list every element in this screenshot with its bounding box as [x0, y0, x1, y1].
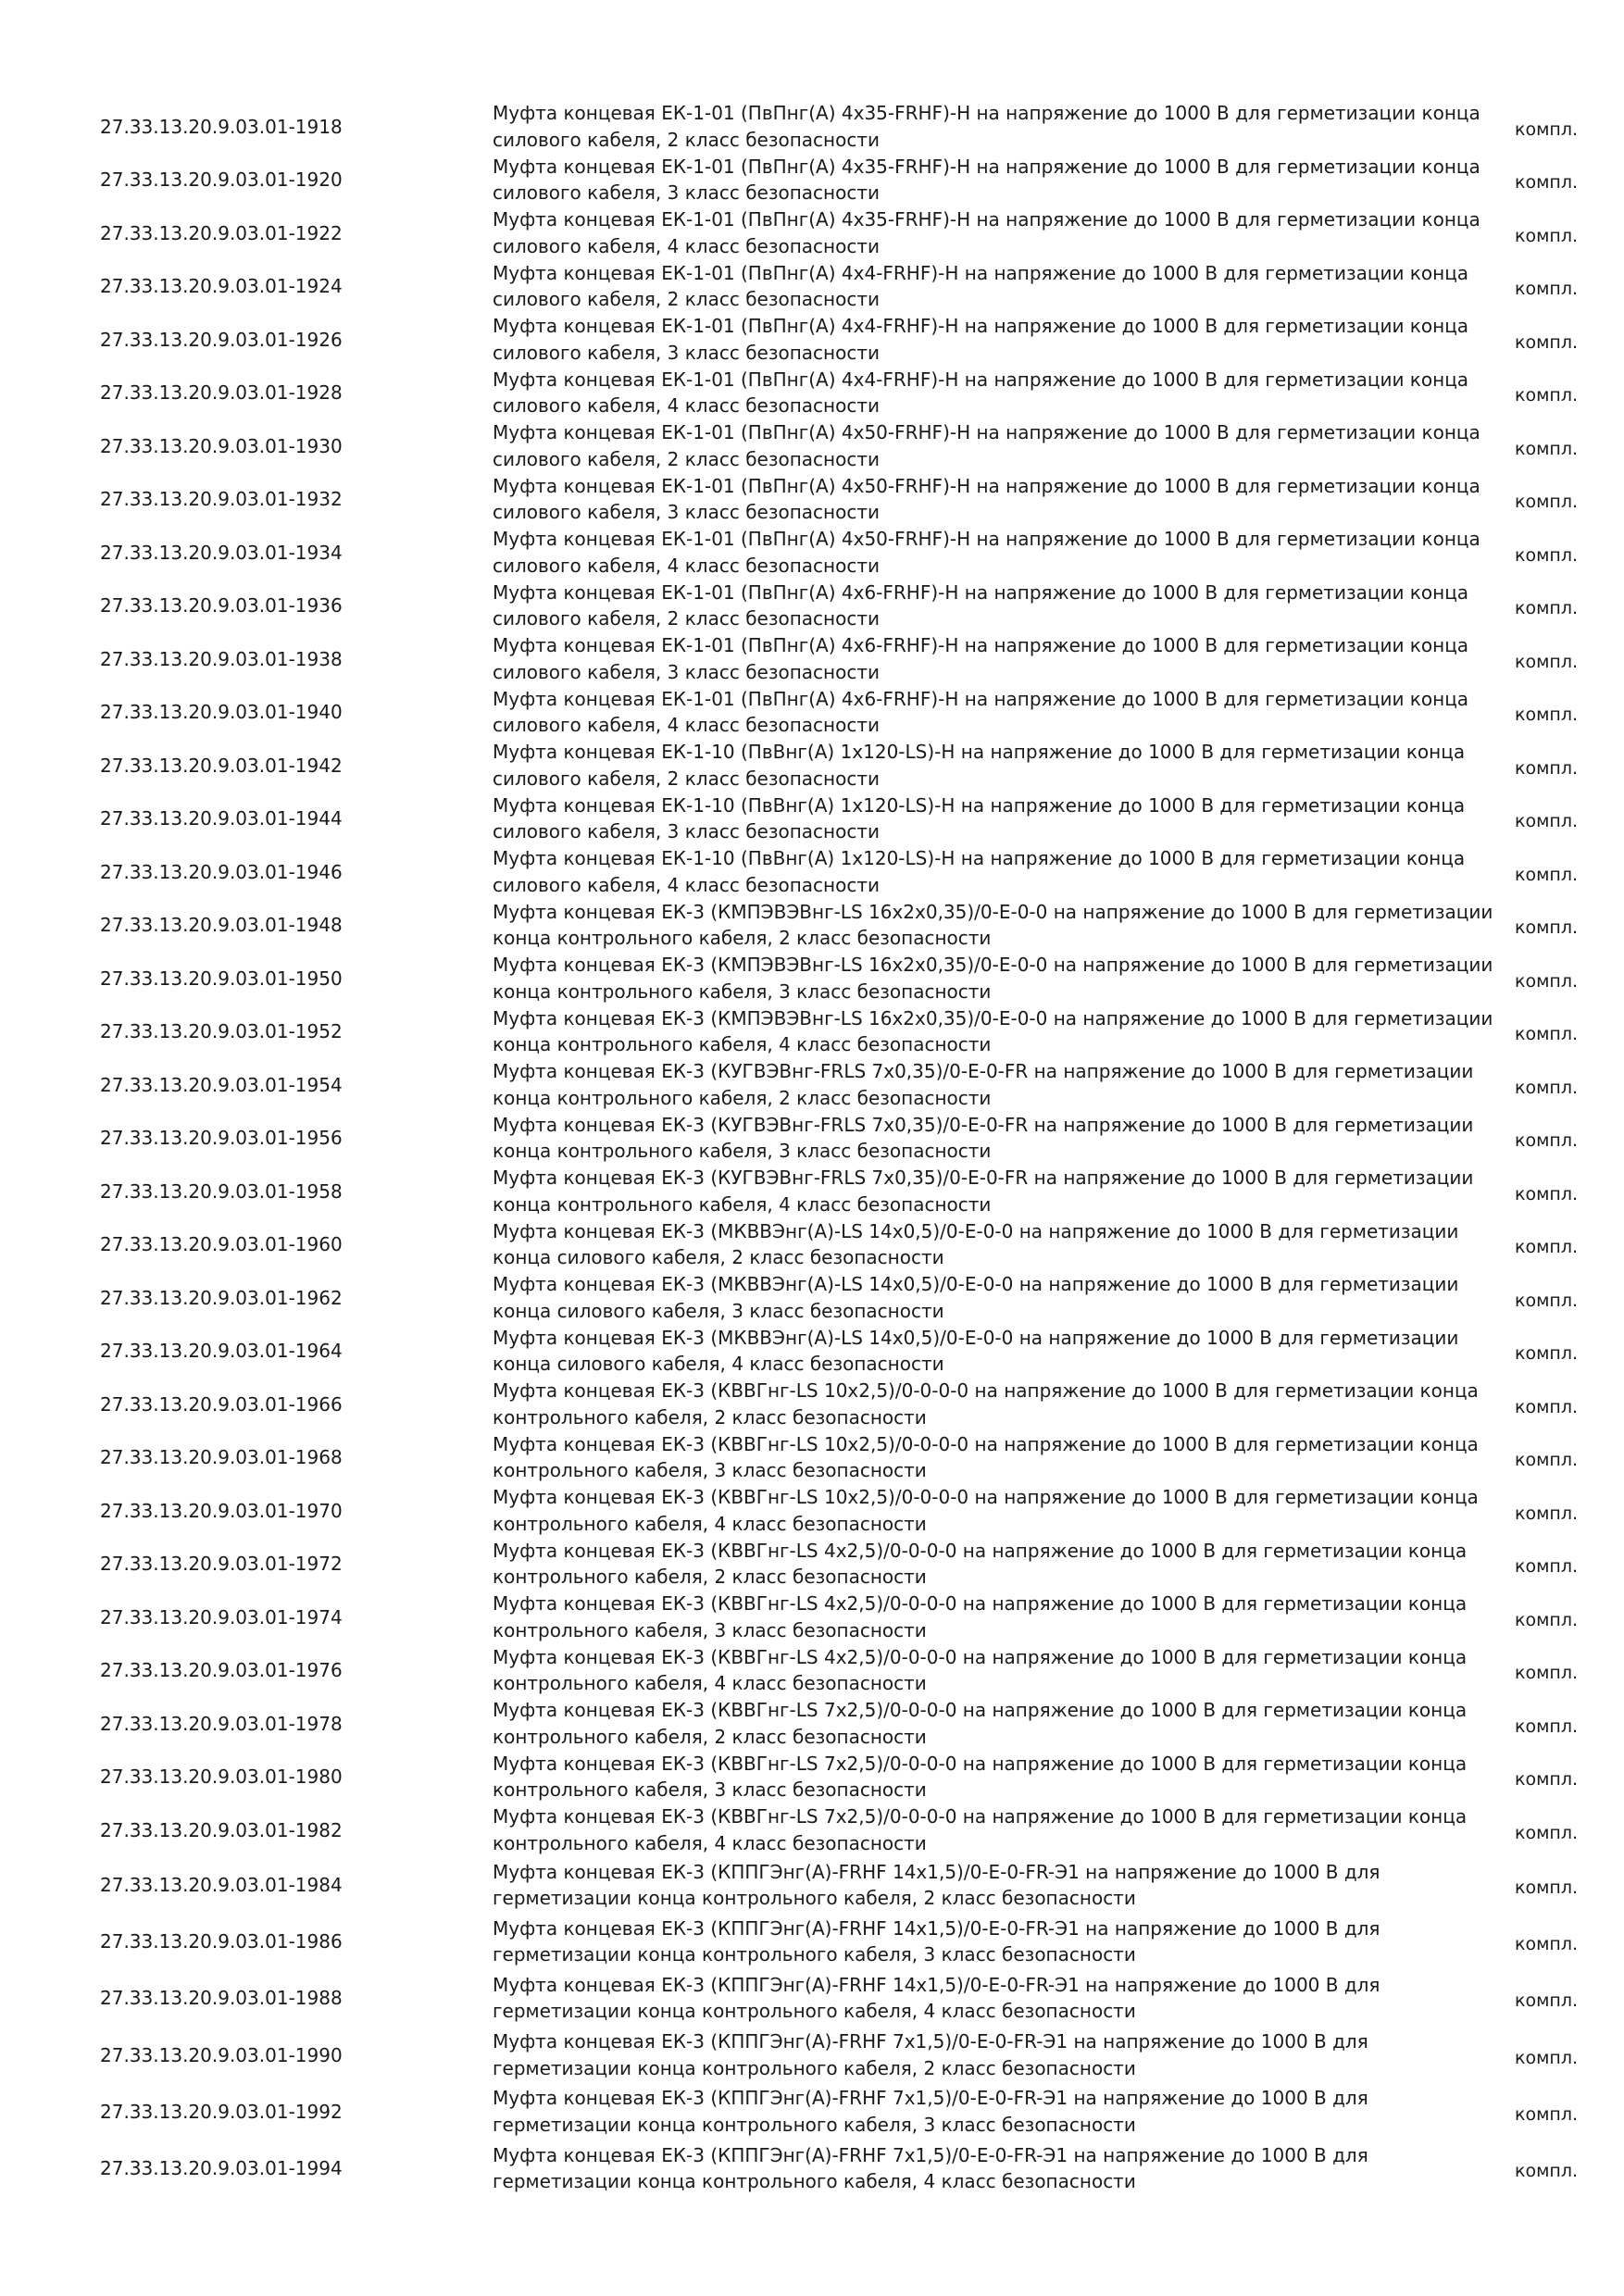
item-code: 27.33.13.20.9.03.01-1936 — [100, 594, 343, 618]
table-row — [0, 313, 1624, 367]
table-row — [0, 1218, 1624, 1272]
item-code: 27.33.13.20.9.03.01-1984 — [100, 1874, 343, 1897]
unit-of-measure: компл. — [1515, 492, 1579, 513]
description-line-1: Муфта концевая ЕК-1-01 (ПвПнг(А) 4х50-FRHF)-Н на напряжение до 1000 В для герметизации конца — [493, 528, 1480, 551]
unit-of-measure: компл. — [1515, 917, 1579, 939]
description-line-1: Муфта концевая ЕК-3 (КППГЭнг(А)-FRHF 14х1,5)/0-Е-0-FR-Э1 на напряжение до 1000 В для — [493, 1973, 1380, 1996]
item-code: 27.33.13.20.9.03.01-1928 — [100, 381, 343, 405]
item-description — [396, 1859, 1435, 1912]
item-code: 27.33.13.20.9.03.01-1964 — [100, 1340, 343, 1363]
item-description — [396, 2028, 1435, 2081]
item-description — [396, 1325, 1459, 1378]
description-line-1: Муфта концевая ЕК-3 (КМПЭВЭВнг-LS 16х2х0,35)/0-Е-0-0 на напряжение до 1000 В для герметизации — [493, 900, 1493, 923]
unit-of-measure: компл. — [1515, 811, 1579, 832]
item-code: 27.33.13.20.9.03.01-1922 — [100, 221, 343, 244]
unit-of-measure: компл. — [1515, 757, 1579, 779]
item-description — [396, 2142, 1435, 2195]
unit-of-measure: компл. — [1515, 2103, 1579, 2125]
table-row — [0, 1058, 1624, 1112]
description-line-1: Муфта концевая ЕК-1-01 (ПвПнг(А) 4х6-FRHF)-Н на напряжение до 1000 В для герметизации конца — [493, 687, 1469, 710]
item-description — [396, 1218, 1459, 1271]
item-code: 27.33.13.20.9.03.01-1948 — [100, 914, 343, 937]
table-row — [0, 526, 1624, 580]
description-line-1: Муфта концевая ЕК-1-01 (ПвПнг(А) 4х50-FRHF)-Н на напряжение до 1000 В для герметизации конца — [493, 421, 1480, 444]
table-row — [0, 632, 1624, 686]
description-line-1: Муфта концевая ЕК-3 (КВВГнг-LS 10х2,5)/0-0-0-0 на напряжение до 1000 В для герметизации конца — [493, 1379, 1479, 1403]
table-row — [0, 2027, 1624, 2083]
unit-of-measure: компл. — [1515, 1556, 1579, 1578]
description-line-2: конца контрольного кабеля, 3 класс безопасности — [493, 1140, 992, 1163]
table-row — [0, 260, 1624, 314]
item-code: 27.33.13.20.9.03.01-1988 — [100, 1987, 343, 2010]
item-description — [396, 952, 1493, 1004]
description-line-1: Муфта концевая ЕК-3 (КУГВЭВнг-FRLS 7х0,35)/0-Е-0-FR на напряжение до 1000 В для герметизации — [493, 1060, 1474, 1083]
table-row — [0, 739, 1624, 792]
item-description — [396, 260, 1469, 313]
description-line-1: Муфта концевая ЕК-1-10 (ПвВнг(А) 1х120-LS)-Н на напряжение до 1000 В для герметизации конца — [493, 847, 1466, 870]
description-line-2: конца контрольного кабеля, 2 класс безопасности — [493, 927, 992, 950]
unit-of-measure: компл. — [1515, 1396, 1579, 1417]
item-code: 27.33.13.20.9.03.01-1940 — [100, 701, 343, 724]
unit-of-measure: компл. — [1515, 279, 1579, 300]
item-code: 27.33.13.20.9.03.01-1994 — [100, 2157, 343, 2180]
description-line-2: герметизации конца контрольного кабеля, 3 класс безопасности — [493, 2113, 1136, 2136]
description-line-2: герметизации конца контрольного кабеля, 2 класс безопасности — [493, 2056, 1136, 2079]
description-line-1: Муфта концевая ЕК-1-10 (ПвВнг(А) 1х120-LS)-Н на напряжение до 1000 В для герметизации конца — [493, 793, 1466, 817]
table-row — [0, 1803, 1624, 1857]
table-row — [0, 952, 1624, 1005]
description-line-2: силового кабеля, 3 класс безопасности — [493, 820, 880, 843]
item-code: 27.33.13.20.9.03.01-1956 — [100, 1127, 343, 1150]
description-line-2: герметизации конца контрольного кабеля, 4 класс безопасности — [493, 2170, 1136, 2193]
item-code: 27.33.13.20.9.03.01-1980 — [100, 1766, 343, 1789]
item-code: 27.33.13.20.9.03.01-1954 — [100, 1073, 343, 1096]
table-row — [0, 1538, 1624, 1591]
description-line-1: Муфта концевая ЕК-3 (КВВГнг-LS 7х2,5)/0-0-0-0 на напряжение до 1000 В для герметизации конца — [493, 1752, 1468, 1775]
item-description — [396, 1972, 1435, 2025]
item-description — [396, 419, 1480, 472]
unit-of-measure: компл. — [1515, 1024, 1579, 1045]
item-description — [396, 1112, 1474, 1165]
description-line-2: конца силового кабеля, 2 класс безопасности — [493, 1246, 944, 1269]
table-row — [0, 580, 1624, 633]
item-code: 27.33.13.20.9.03.01-1920 — [100, 168, 343, 192]
table-row — [0, 899, 1624, 953]
table-row — [0, 1591, 1624, 1644]
item-description — [396, 1697, 1468, 1750]
table-row — [0, 1005, 1624, 1059]
unit-of-measure: компл. — [1515, 1077, 1579, 1098]
table-row — [0, 1751, 1624, 1804]
table-row — [0, 1378, 1624, 1431]
item-description — [396, 1484, 1479, 1537]
description-line-2: конца контрольного кабеля, 2 класс безопасности — [493, 1086, 992, 1109]
description-line-1: Муфта концевая ЕК-3 (КВВГнг-LS 10х2,5)/0-0-0-0 на напряжение до 1000 В для герметизации конца — [493, 1486, 1479, 1509]
description-line-2: конца контрольного кабеля, 4 класс безопасности — [493, 1192, 992, 1216]
description-line-2: контрольного кабеля, 4 класс безопасности — [493, 1512, 927, 1535]
table-row — [0, 1857, 1624, 1914]
description-line-1: Муфта концевая ЕК-3 (КУГВЭВнг-FRLS 7х0,35)/0-Е-0-FR на напряжение до 1000 В для герметизации — [493, 1113, 1474, 1136]
description-line-2: силового кабеля, 3 класс безопасности — [493, 660, 880, 683]
description-line-1: Муфта концевая ЕК-1-01 (ПвПнг(А) 4х6-FRHF)-Н на напряжение до 1000 В для герметизации конца — [493, 580, 1469, 604]
item-code: 27.33.13.20.9.03.01-1974 — [100, 1605, 343, 1628]
item-description — [396, 686, 1469, 739]
description-line-1: Муфта концевая ЕК-3 (КВВГнг-LS 7х2,5)/0-0-0-0 на напряжение до 1000 В для герметизации конца — [493, 1699, 1468, 1722]
table-row — [0, 367, 1624, 420]
item-code: 27.33.13.20.9.03.01-1978 — [100, 1712, 343, 1735]
description-line-2: силового кабеля, 4 класс безопасности — [493, 394, 880, 418]
item-code: 27.33.13.20.9.03.01-1962 — [100, 1286, 343, 1309]
item-code: 27.33.13.20.9.03.01-1950 — [100, 967, 343, 990]
description-line-2: контрольного кабеля, 4 класс безопасности — [493, 1831, 927, 1854]
description-line-2: конца контрольного кабеля, 3 класс безопасности — [493, 980, 992, 1003]
unit-of-measure: компл. — [1515, 1343, 1579, 1365]
item-code: 27.33.13.20.9.03.01-1926 — [100, 328, 343, 351]
table-row — [0, 1644, 1624, 1698]
description-line-2: силового кабеля, 2 класс безопасности — [493, 128, 880, 151]
table-row — [0, 1431, 1624, 1485]
unit-of-measure: компл. — [1515, 1450, 1579, 1471]
unit-of-measure: компл. — [1515, 1130, 1579, 1152]
description-line-1: Муфта концевая ЕК-3 (КМПЭВЭВнг-LS 16х2х0,35)/0-Е-0-0 на напряжение до 1000 В для герметизации — [493, 954, 1493, 977]
item-description — [396, 1271, 1459, 1324]
unit-of-measure: компл. — [1515, 172, 1579, 193]
item-code: 27.33.13.20.9.03.01-1976 — [100, 1659, 343, 1682]
description-line-2: силового кабеля, 3 класс безопасности — [493, 341, 880, 364]
item-description — [396, 1751, 1468, 1803]
item-description — [396, 1644, 1468, 1697]
unit-of-measure: компл. — [1515, 385, 1579, 406]
unit-of-measure: компл. — [1515, 1822, 1579, 1843]
item-code: 27.33.13.20.9.03.01-1972 — [100, 1553, 343, 1576]
description-line-2: конца силового кабеля, 3 класс безопасности — [493, 1299, 944, 1322]
description-line-2: силового кабеля, 3 класс безопасности — [493, 181, 880, 205]
item-description — [396, 739, 1466, 792]
description-line-2: герметизации конца контрольного кабеля, 2 класс безопасности — [493, 1887, 1136, 1910]
item-description — [396, 792, 1466, 845]
unit-of-measure: компл. — [1515, 598, 1579, 619]
description-line-1: Муфта концевая ЕК-3 (МКВВЭнг(А)-LS 14х0,5)/0-Е-0-0 на напряжение до 1000 В для герметизации — [493, 1326, 1459, 1349]
item-code: 27.33.13.20.9.03.01-1938 — [100, 647, 343, 670]
description-line-2: герметизации конца контрольного кабеля, 4 класс безопасности — [493, 2000, 1136, 2023]
table-row — [0, 845, 1624, 899]
item-description — [396, 1431, 1479, 1484]
description-line-1: Муфта концевая ЕК-3 (КУГВЭВнг-FRLS 7х0,35)/0-Е-0-FR на напряжение до 1000 В для герметизации — [493, 1167, 1474, 1190]
item-description — [396, 367, 1469, 419]
unit-of-measure: компл. — [1515, 1934, 1579, 1955]
item-code: 27.33.13.20.9.03.01-1944 — [100, 807, 343, 830]
item-description — [396, 1058, 1474, 1111]
item-code: 27.33.13.20.9.03.01-1932 — [100, 488, 343, 511]
item-description — [396, 526, 1480, 579]
description-line-1: Муфта концевая ЕК-1-01 (ПвПнг(А) 4х35-FRHF)-Н на напряжение до 1000 В для герметизации конца — [493, 102, 1480, 125]
description-line-2: силового кабеля, 2 класс безопасности — [493, 447, 880, 470]
item-description — [396, 2085, 1435, 2138]
item-description — [396, 206, 1480, 259]
table-row — [0, 473, 1624, 527]
description-line-1: Муфта концевая ЕК-1-01 (ПвПнг(А) 4х4-FRHF)-Н на напряжение до 1000 В для герметизации конца — [493, 368, 1469, 391]
unit-of-measure: компл. — [1515, 225, 1579, 246]
description-line-1: Муфта концевая ЕК-1-01 (ПвПнг(А) 4х35-FRHF)-Н на напряжение до 1000 В для герметизации конца — [493, 155, 1480, 178]
unit-of-measure: компл. — [1515, 544, 1579, 566]
description-line-1: Муфта концевая ЕК-1-01 (ПвПнг(А) 4х50-FRHF)-Н на напряжение до 1000 В для герметизации конца — [493, 474, 1480, 497]
table-row — [0, 206, 1624, 260]
item-code: 27.33.13.20.9.03.01-1942 — [100, 754, 343, 777]
item-code: 27.33.13.20.9.03.01-1966 — [100, 1392, 343, 1416]
description-line-2: контрольного кабеля, 4 класс безопасности — [493, 1672, 927, 1695]
unit-of-measure: компл. — [1515, 1183, 1579, 1204]
table-row — [0, 419, 1624, 473]
item-description — [396, 580, 1469, 632]
item-code: 27.33.13.20.9.03.01-1958 — [100, 1179, 343, 1203]
item-description — [396, 100, 1480, 153]
description-line-1: Муфта концевая ЕК-3 (МКВВЭнг(А)-LS 14х0,5)/0-Е-0-0 на напряжение до 1000 В для герметизации — [493, 1219, 1459, 1242]
description-line-2: силового кабеля, 4 класс безопасности — [493, 873, 880, 896]
unit-of-measure: компл. — [1515, 1290, 1579, 1311]
table-row — [0, 1914, 1624, 1970]
description-line-2: контрольного кабеля, 3 класс безопасности — [493, 1459, 927, 1482]
unit-of-measure: компл. — [1515, 705, 1579, 726]
unit-of-measure: компл. — [1515, 1609, 1579, 1630]
description-line-2: контрольного кабеля, 2 класс безопасности — [493, 1566, 927, 1589]
description-line-1: Муфта концевая ЕК-3 (КВВГнг-LS 4х2,5)/0-0-0-0 на напряжение до 1000 В для герметизации конца — [493, 1645, 1468, 1668]
table-row — [0, 792, 1624, 846]
item-description — [396, 1915, 1435, 1968]
table-row — [0, 1970, 1624, 2027]
unit-of-measure: компл. — [1515, 119, 1579, 140]
description-line-2: силового кабеля, 4 класс безопасности — [493, 554, 880, 577]
price-list-table — [0, 100, 1624, 2197]
table-row — [0, 1325, 1624, 1379]
item-description — [396, 1591, 1468, 1643]
description-line-2: силового кабеля, 4 класс безопасности — [493, 234, 880, 257]
item-code: 27.33.13.20.9.03.01-1970 — [100, 1499, 343, 1522]
unit-of-measure: компл. — [1515, 864, 1579, 885]
description-line-1: Муфта концевая ЕК-3 (КВВГнг-LS 4х2,5)/0-0-0-0 на напряжение до 1000 В для герметизации конца — [493, 1539, 1468, 1562]
item-code: 27.33.13.20.9.03.01-1990 — [100, 2043, 343, 2066]
description-line-1: Муфта концевая ЕК-3 (МКВВЭнг(А)-LS 14х0,5)/0-Е-0-0 на напряжение до 1000 В для герметизации — [493, 1273, 1459, 1296]
item-description — [396, 154, 1480, 206]
item-code: 27.33.13.20.9.03.01-1918 — [100, 115, 343, 138]
unit-of-measure: компл. — [1515, 1716, 1579, 1737]
description-line-1: Муфта концевая ЕК-3 (КППГЭнг(А)-FRHF 7х1,5)/0-Е-0-FR-Э1 на напряжение до 1000 В для — [493, 2143, 1368, 2166]
description-line-2: силового кабеля, 2 класс безопасности — [493, 767, 880, 790]
item-description — [396, 473, 1480, 526]
unit-of-measure: компл. — [1515, 438, 1579, 459]
description-line-1: Муфта концевая ЕК-3 (КВВГнг-LS 10х2,5)/0-0-0-0 на напряжение до 1000 В для герметизации конца — [493, 1432, 1479, 1455]
description-line-1: Муфта концевая ЕК-1-10 (ПвВнг(А) 1х120-LS)-Н на напряжение до 1000 В для герметизации конца — [493, 741, 1466, 764]
description-line-1: Муфта концевая ЕК-3 (КВВГнг-LS 7х2,5)/0-0-0-0 на напряжение до 1000 В для герметизации конца — [493, 1805, 1468, 1828]
description-line-1: Муфта концевая ЕК-3 (КППГЭнг(А)-FRHF 14х1,5)/0-Е-0-FR-Э1 на напряжение до 1000 В для — [493, 1916, 1380, 1940]
item-description — [396, 1165, 1474, 1217]
unit-of-measure: компл. — [1515, 2047, 1579, 2068]
unit-of-measure: компл. — [1515, 651, 1579, 672]
table-row — [0, 1271, 1624, 1325]
item-code: 27.33.13.20.9.03.01-1968 — [100, 1446, 343, 1469]
description-line-2: силового кабеля, 3 класс безопасности — [493, 501, 880, 524]
unit-of-measure: компл. — [1515, 970, 1579, 992]
item-description — [396, 632, 1469, 685]
item-description — [396, 1803, 1468, 1856]
item-description — [396, 1378, 1479, 1430]
unit-of-measure: компл. — [1515, 2161, 1579, 2182]
table-row — [0, 2140, 1624, 2196]
table-row — [0, 686, 1624, 740]
table-row — [0, 2083, 1624, 2140]
description-line-2: контрольного кабеля, 2 класс безопасности — [493, 1405, 927, 1429]
item-description — [396, 1538, 1468, 1591]
description-line-1: Муфта концевая ЕК-3 (КВВГнг-LS 4х2,5)/0-0-0-0 на напряжение до 1000 В для герметизации конца — [493, 1592, 1468, 1616]
item-code: 27.33.13.20.9.03.01-1982 — [100, 1818, 343, 1841]
item-code: 27.33.13.20.9.03.01-1960 — [100, 1233, 343, 1256]
description-line-2: силового кабеля, 4 класс безопасности — [493, 714, 880, 737]
unit-of-measure: компл. — [1515, 1769, 1579, 1791]
description-line-2: контрольного кабеля, 3 класс безопасности — [493, 1618, 927, 1641]
description-line-2: силового кабеля, 2 класс безопасности — [493, 607, 880, 630]
item-code: 27.33.13.20.9.03.01-1992 — [100, 2100, 343, 2123]
table-row — [0, 100, 1624, 154]
item-code: 27.33.13.20.9.03.01-1934 — [100, 541, 343, 564]
description-line-2: контрольного кабеля, 2 класс безопасности — [493, 1725, 927, 1748]
description-line-2: герметизации конца контрольного кабеля, 3 класс безопасности — [493, 1943, 1136, 1966]
unit-of-measure: компл. — [1515, 1663, 1579, 1684]
description-line-2: конца силового кабеля, 4 класс безопасности — [493, 1353, 944, 1376]
item-code: 27.33.13.20.9.03.01-1924 — [100, 275, 343, 298]
item-description — [396, 1005, 1493, 1058]
item-code: 27.33.13.20.9.03.01-1986 — [100, 1930, 343, 1953]
unit-of-measure: компл. — [1515, 1237, 1579, 1258]
item-code: 27.33.13.20.9.03.01-1930 — [100, 434, 343, 457]
unit-of-measure: компл. — [1515, 331, 1579, 353]
description-line-1: Муфта концевая ЕК-1-01 (ПвПнг(А) 4х6-FRHF)-Н на напряжение до 1000 В для герметизации конца — [493, 634, 1469, 657]
item-description — [396, 313, 1469, 366]
item-code: 27.33.13.20.9.03.01-1952 — [100, 1020, 343, 1043]
description-line-1: Муфта концевая ЕК-1-01 (ПвПнг(А) 4х4-FRHF)-Н на напряжение до 1000 В для герметизации конца — [493, 315, 1469, 338]
description-line-2: контрольного кабеля, 3 класс безопасности — [493, 1778, 927, 1802]
description-line-1: Муфта концевая ЕК-3 (КППГЭнг(А)-FRHF 14х1,5)/0-Е-0-FR-Э1 на напряжение до 1000 В для — [493, 1860, 1380, 1883]
description-line-1: Муфта концевая ЕК-3 (КМПЭВЭВнг-LS 16х2х0,35)/0-Е-0-0 на напряжение до 1000 В для герметизации — [493, 1006, 1493, 1029]
description-line-2: конца контрольного кабеля, 4 класс безопасности — [493, 1033, 992, 1056]
item-description — [396, 845, 1466, 898]
table-row — [0, 1484, 1624, 1538]
unit-of-measure: компл. — [1515, 1878, 1579, 1899]
item-code: 27.33.13.20.9.03.01-1946 — [100, 860, 343, 883]
table-row — [0, 154, 1624, 207]
unit-of-measure: компл. — [1515, 1503, 1579, 1524]
description-line-1: Муфта концевая ЕК-1-01 (ПвПнг(А) 4х4-FRHF)-Н на напряжение до 1000 В для герметизации конца — [493, 261, 1469, 284]
table-row — [0, 1697, 1624, 1751]
description-line-1: Муфта концевая ЕК-3 (КППГЭнг(А)-FRHF 7х1,5)/0-Е-0-FR-Э1 на напряжение до 1000 В для — [493, 2087, 1368, 2110]
description-line-1: Муфта концевая ЕК-1-01 (ПвПнг(А) 4х35-FRHF)-Н на напряжение до 1000 В для герметизации конца — [493, 208, 1480, 231]
item-description — [396, 899, 1493, 952]
description-line-2: силового кабеля, 2 класс безопасности — [493, 288, 880, 311]
table-row — [0, 1165, 1624, 1218]
description-line-1: Муфта концевая ЕК-3 (КППГЭнг(А)-FRHF 7х1,5)/0-Е-0-FR-Э1 на напряжение до 1000 В для — [493, 2030, 1368, 2053]
table-row — [0, 1112, 1624, 1166]
unit-of-measure: компл. — [1515, 1990, 1579, 2012]
